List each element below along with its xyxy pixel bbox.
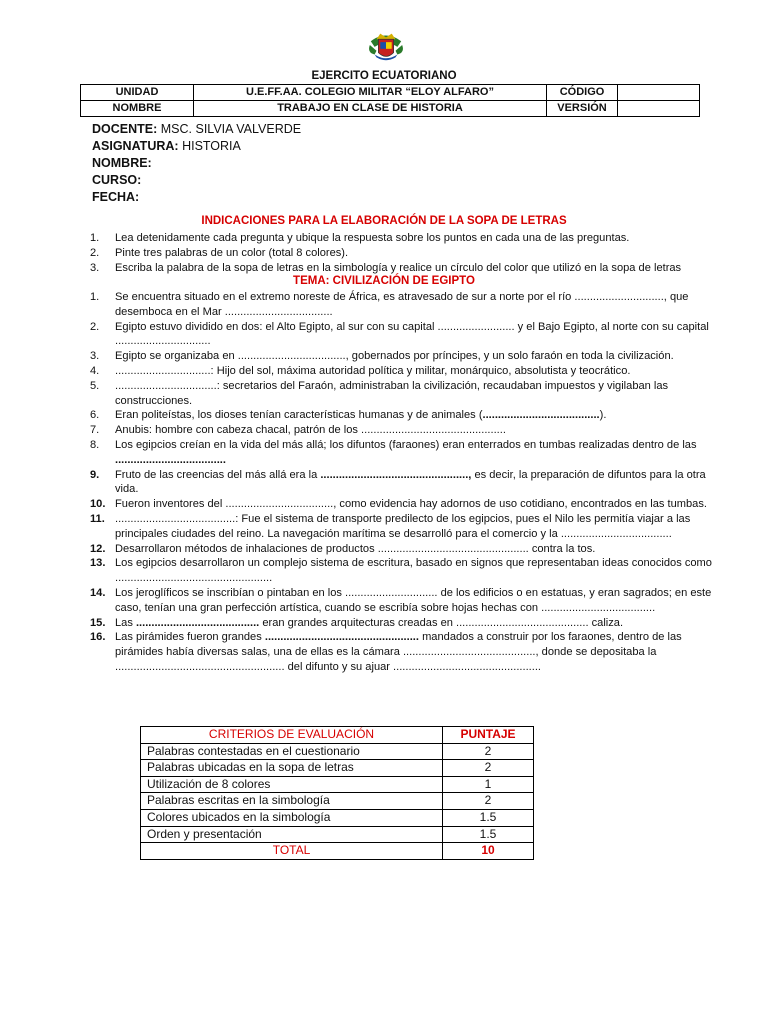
asignatura-label: ASIGNATURA:	[92, 139, 179, 153]
document-header-table	[80, 84, 700, 117]
instruction-item	[90, 246, 720, 261]
question-text: es decir, la preparación de difuntos para la otra vida.	[115, 468, 706, 496]
question-text: Egipto se organizaba en ..................................., gobernados por príncipes, y un solo faraón en toda la civilización.	[115, 350, 674, 363]
criteria-total-row	[141, 843, 534, 860]
question-number: 9.	[90, 468, 100, 481]
version-label: VERSIÓN	[547, 101, 618, 117]
codigo-value	[618, 85, 700, 101]
question-text: Eran politeístas, los dioses tenían características humanas y de animales (	[115, 409, 483, 422]
question-number: 13.	[90, 557, 106, 570]
school-emblem-icon	[367, 26, 405, 64]
question-text: ).	[599, 409, 607, 422]
criteria-score: 2	[443, 743, 534, 760]
question-number: 14.	[90, 586, 106, 599]
criteria-score: 1.5	[443, 826, 534, 843]
question-text: Se encuentra situado en el extremo noreste de África, es atravesado de sur a norte por el río ............................., que desemboca en el Mar ...................................	[115, 291, 689, 318]
criteria-row	[141, 760, 534, 777]
question-text: eran grandes arquitecturas creadas en ........................................... caliza.	[259, 616, 624, 629]
criteria-label: Orden y presentación	[141, 826, 443, 843]
header-row-unidad	[81, 85, 700, 101]
nombre-line	[92, 155, 301, 172]
questions-list	[90, 290, 720, 675]
question-item	[90, 408, 720, 423]
answer-blank: ....................................	[115, 453, 226, 466]
question-text: mandados a construir por los faraones, dentro de las pirámides había diversas salas, una de ellas es la cámara ..........................................., donde se depositaba la ....................................................... del difunto y su ajuar ................................................	[115, 631, 682, 673]
question-item	[90, 423, 720, 438]
student-info-block	[92, 121, 301, 206]
question-item	[90, 379, 720, 409]
question-item	[90, 512, 720, 542]
instruction-text: Pinte tres palabras de un color (total 8 colores).	[115, 246, 349, 259]
criteria-label: Utilización de 8 colores	[141, 776, 443, 793]
docente-label: DOCENTE:	[92, 122, 158, 136]
question-text: ...............................: Hijo del sol, máxima autoridad política y militar, monárquico, absolutista y teocrático.	[115, 364, 631, 377]
unidad-label: UNIDAD	[81, 85, 194, 101]
topic-title: TEMA: CIVILIZACIÓN DE EGIPTO	[293, 275, 475, 287]
question-item	[90, 349, 720, 364]
question-number: 4.	[90, 364, 100, 377]
student-name-label: NOMBRE:	[92, 156, 152, 170]
question-item	[90, 438, 720, 468]
answer-blank: ......................................	[482, 409, 600, 422]
question-item	[90, 616, 720, 631]
question-text: Los jeroglíficos se inscribían o pintaban en los .............................. de los edificios o en estatuas, y eran sagrados; en este caso, tenían una gran perfección artística, cuando se escribía sobre hojas hechas con .....................................	[115, 586, 712, 614]
criteria-score: 2	[443, 793, 534, 810]
answer-blank: ........................................	[135, 616, 260, 629]
question-item	[90, 630, 720, 674]
codigo-label: CÓDIGO	[547, 85, 618, 101]
unidad-value: U.E.FF.AA. COLEGIO MILITAR “ELOY ALFARO”	[194, 85, 547, 101]
header-row-nombre	[81, 101, 700, 117]
total-score: 10	[443, 843, 534, 860]
instruction-text: Escriba la palabra de la sopa de letras en la simbología y realice un círculo del color que utilizó en la sopa de letras	[115, 261, 682, 274]
question-text: .......................................: Fue el sistema de transporte predilecto de los egipcios, pues el Nilo les permitía viajar a las principales ciudades del reino. La navegación marítima se desarrolló para el comercio y la ....................................	[115, 512, 691, 540]
question-number: 12.	[90, 542, 106, 555]
question-item	[90, 556, 720, 586]
criteria-header: CRITERIOS DE EVALUACIÓN	[141, 727, 443, 744]
question-number: 2.	[90, 320, 100, 333]
instruction-number: 1.	[90, 232, 100, 244]
question-item	[90, 468, 720, 498]
criteria-row	[141, 776, 534, 793]
criteria-row	[141, 826, 534, 843]
question-text: .................................: secretarios del Faraón, administraban la civilización, recaudaban impuestos y vigilaban las construcciones.	[115, 379, 669, 407]
criteria-score: 2	[443, 760, 534, 777]
question-item	[90, 542, 720, 557]
question-text: Los egipcios creían en la vida del más allá; los difuntos (faraones) eran enterrados en tumbas realizadas dentro de las	[115, 438, 697, 451]
question-text: Fruto de las creencias del más allá era la	[115, 468, 321, 481]
criteria-label: Colores ubicados en la simbología	[141, 809, 443, 826]
nombre-value: TRABAJO EN CLASE DE HISTORIA	[194, 101, 547, 117]
question-number: 5.	[90, 379, 100, 392]
question-number: 11.	[90, 512, 105, 525]
question-number: 7.	[90, 424, 100, 437]
question-item	[90, 586, 720, 616]
docente-value: MSC. SILVIA VALVERDE	[160, 122, 302, 136]
evaluation-criteria-table	[140, 726, 534, 860]
asignatura-value: HISTORIA	[182, 139, 241, 153]
organization-title: EJERCITO ECUATORIANO	[311, 70, 457, 82]
criteria-label: Palabras contestadas en el cuestionario	[141, 743, 443, 760]
question-number: 8.	[90, 438, 100, 451]
question-text: Anubis: hombre con cabeza chacal, patrón de los ...............................................	[115, 424, 506, 437]
version-value	[618, 101, 700, 117]
question-item	[90, 497, 720, 512]
criteria-score: 1	[443, 776, 534, 793]
question-text: Las	[115, 616, 136, 629]
question-number: 10.	[90, 498, 106, 511]
curso-label: CURSO:	[92, 173, 142, 187]
docente-line	[92, 121, 301, 138]
criteria-row	[141, 793, 534, 810]
instruction-item	[90, 261, 720, 276]
instructions-list	[90, 231, 720, 275]
instruction-text: Lea detenidamente cada pregunta y ubique la respuesta sobre los puntos en cada una de las preguntas.	[115, 232, 630, 244]
criteria-label: Palabras ubicadas en la sopa de letras	[141, 760, 443, 777]
question-item	[90, 320, 720, 350]
question-text: Los egipcios desarrollaron un complejo sistema de escritura, basado en signos que representaban ideas conocidos como ...................................................	[115, 557, 712, 585]
question-text: Egipto estuvo dividido en dos: el Alto Egipto, al sur con su capital ......................... y el Bajo Egipto, al norte con su capital ...............................	[115, 320, 709, 348]
criteria-row	[141, 743, 534, 760]
question-number: 16.	[90, 631, 106, 644]
fecha-line	[92, 189, 301, 206]
criteria-header-row	[141, 727, 534, 744]
question-item	[90, 364, 720, 379]
question-text: Las pirámides fueron grandes	[115, 631, 265, 644]
instructions-title: INDICACIONES PARA LA ELABORACIÓN DE LA SOPA DE LETRAS	[201, 215, 567, 227]
curso-line	[92, 172, 301, 189]
instruction-number: 3.	[90, 261, 100, 274]
answer-blank: ................................................,	[320, 468, 472, 481]
question-number: 3.	[90, 350, 100, 363]
fecha-label: FECHA:	[92, 190, 140, 204]
score-header: PUNTAJE	[443, 727, 534, 744]
criteria-score: 1.5	[443, 809, 534, 826]
instruction-item	[90, 231, 720, 246]
question-number: 6.	[90, 409, 100, 422]
question-number: 15.	[90, 616, 106, 629]
question-item	[90, 290, 720, 320]
asignatura-line	[92, 138, 301, 155]
instruction-number: 2.	[90, 246, 100, 259]
question-number: 1.	[90, 291, 100, 303]
criteria-row	[141, 809, 534, 826]
answer-blank: ..................................................	[264, 631, 419, 644]
total-label: TOTAL	[141, 843, 443, 860]
criteria-label: Palabras escritas en la simbología	[141, 793, 443, 810]
question-text: Fueron inventores del ..................................., como evidencia hay adornos de uso cotidiano, encontrados en las tumbas.	[115, 498, 707, 511]
nombre-label: NOMBRE	[81, 101, 194, 117]
question-text: Desarrollaron métodos de inhalaciones de productos ................................................. contra la tos.	[115, 542, 596, 555]
